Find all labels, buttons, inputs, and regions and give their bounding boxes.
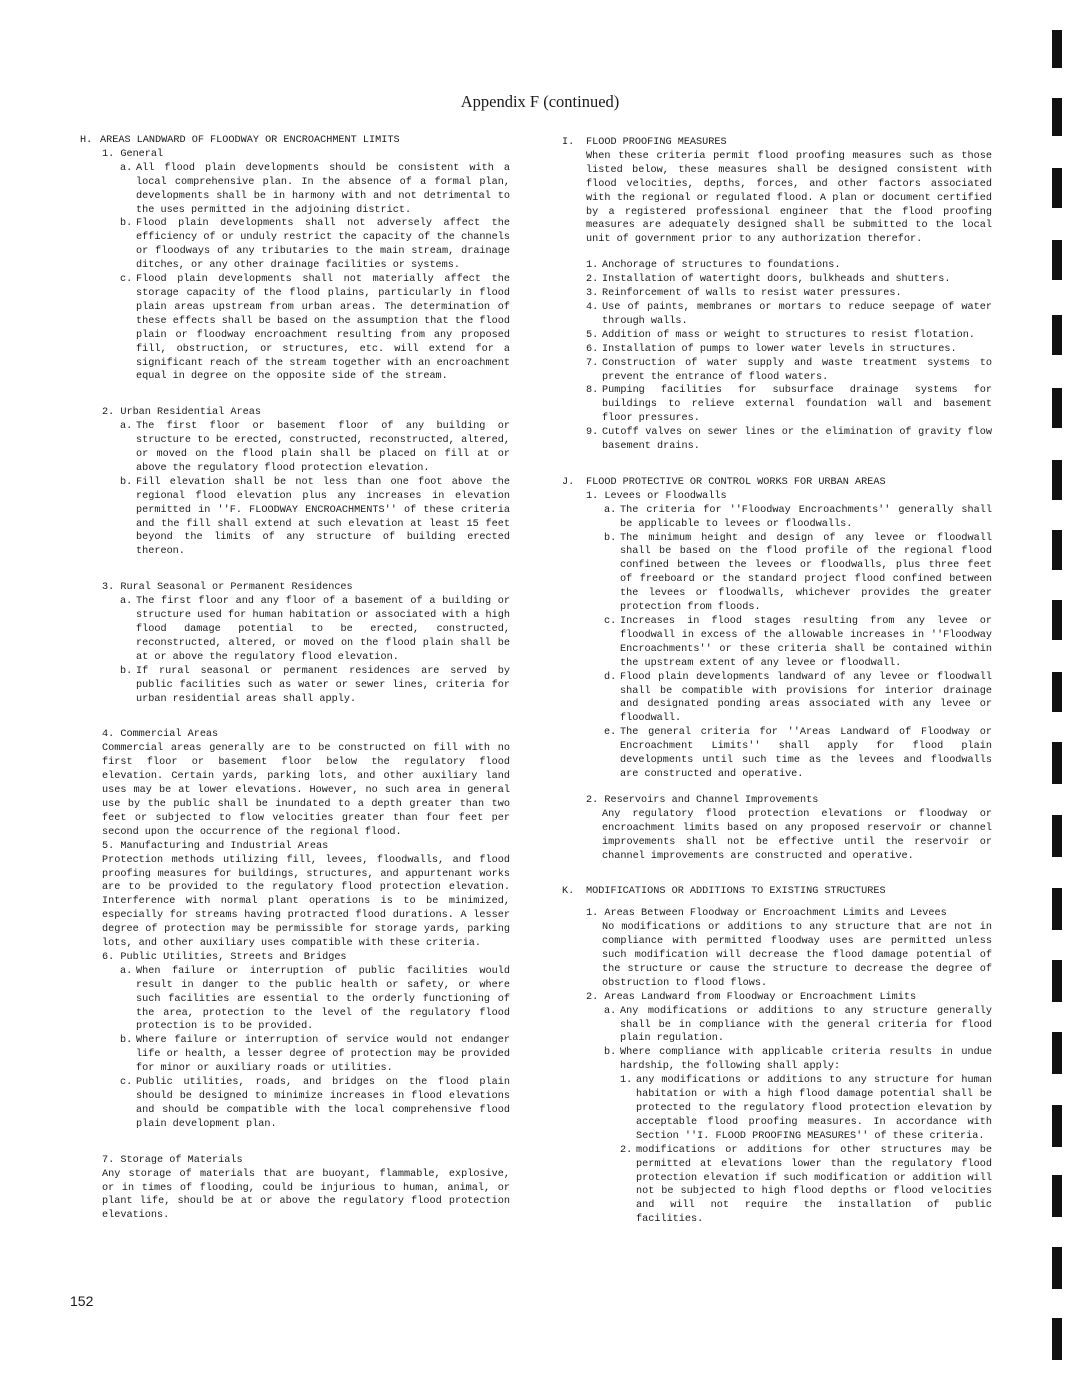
paragraph: Protection methods utilizing fill, levees, floodwalls, and flood proofing measures for buildings, structures, and appurtenant works are to be provided to the regulatory flood protection elevation. Interference with normal plant operations is to be minimized, especially for streams having protracted flood durations. A lesser degree of protection may be permissible for storage yards, parking lots, and other auxiliary uses compatible with these criteria.: [102, 854, 510, 950]
list-item: b. Fill elevation shall be not less than one foot above the regional flood elevation plus any increases in elevation permitted in ''F. FLOODWAY ENCROACHMENTS'' of these criteria and the fill shall extend at such elevation at least 15 feet beyond the limits of any structure of building erected thereon.: [120, 476, 510, 558]
edge-mark: [1052, 1032, 1062, 1074]
section-heading: MODIFICATIONS OR ADDITIONS TO EXISTING STRUCTURES: [586, 886, 886, 898]
edge-mark: [1052, 388, 1062, 428]
flood-proofing-list: [586, 259, 992, 454]
subsection-title: 6. Public Utilities, Streets and Bridges: [102, 951, 347, 963]
item-text: The first floor and any floor of a basement of a building or structure used for human habitation or associated with a high flood damage potential to be erected, constructed, reconstructed, altered, or moved on the flood plain shall be at or above the regulatory flood elevation.: [136, 596, 510, 663]
list-item: a. The first floor or basement floor of any building or structure to be erected, constructed, reconstructed, altered, or moved on the flood plain shall be placed on fill at or above the regulatory flood protection elevation.: [120, 421, 510, 474]
list-item: a. All flood plain developments should be consistent with a local comprehensive plan. In the absence of a formal plan, developments shall be in harmony with and not detrimental to the uses permitted in the adjoining district.: [120, 162, 510, 216]
subsection-title: 1. General: [102, 148, 164, 160]
subsection-title: 1. Levees or Floodwalls: [586, 490, 727, 502]
list-item: 8. Pumping facilities for subsurface drainage systems for buildings to relieve external foundation wall and basement floor pressures.: [586, 385, 992, 425]
item-text: any modifications or additions to any structure for human habitation or with a high flood damage potential shall be protected to the regulatory flood protection elevation by acceptable flood proofing measures. In accordance with Section ''I. FLOOD PROOFING MEASURES'' of these criteria.: [636, 1075, 992, 1142]
list-item: a. When failure or interruption of public facilities would result in danger to the public health or safety, or where such facilities are essential to the orderly functioning of the area, protection to the level of the regulatory flood protection is to be provided.: [120, 965, 510, 1033]
list-item: 1. any modifications or additions to any structure for human habitation or with a high flood damage potential shall be protected to the regulatory flood protection elevation by acceptable flood proofing measures. In accordance with Section ''I. FLOOD PROOFING MEASURES'' of these criteria.: [620, 1075, 992, 1142]
section-i-heading: [562, 136, 992, 150]
edge-mark: [1052, 30, 1062, 68]
item-text: Increases in flood stages resulting from any levee or floodwall in excess of the allowable increases in ''Floodway Encroachments'' or these criteria shall be contained within the upstream extent of any levee or floodwall.: [620, 616, 992, 669]
item-text: The first floor or basement floor of any building or structure to be erected, constructed, reconstructed, altered, or moved on the flood plain shall be placed on fill at or above the regulatory flood protection elevation.: [136, 421, 510, 474]
section-heading: FLOOD PROOFING MEASURES: [586, 137, 727, 148]
list-item: 9. Cutoff valves on sewer lines or the elimination of gravity flow basement drains.: [586, 427, 992, 453]
list-item: 1. Anchorage of structures to foundations.: [586, 259, 992, 273]
edge-mark: [1052, 1175, 1062, 1217]
item-text: Public utilities, roads, and bridges on the flood plain should be designed to minimize increases in flood elevations and should be compatible with the local comprehensive flood plain development plan.: [136, 1077, 510, 1130]
edge-mark: [1052, 672, 1062, 712]
edge-mark: [1052, 600, 1062, 640]
subsection-title: 5. Manufacturing and Industrial Areas: [102, 840, 329, 852]
subsection-general: [80, 148, 510, 384]
section-label: J.: [562, 476, 575, 488]
subsection-title: 1. Areas Between Floodway or Encroachment Limits and Levees: [586, 908, 947, 920]
item-text: The general criteria for ''Areas Landward of Floodway or Encroachment Limits'' shall apply for flood plain developments until such time as the levees and floodwalls are constructed and operative.: [620, 727, 992, 780]
section-k-heading: [562, 885, 992, 899]
page-title: Appendix F (continued): [460, 92, 620, 111]
list-item: 5. Addition of mass or weight to structures to resist flotation.: [586, 329, 992, 343]
list-item: e. The general criteria for ''Areas Landward of Floodway or Encroachment Limits'' shall apply for flood plain developments until such time as the levees and floodwalls are constructed and operative.: [604, 727, 992, 780]
subsection-title: 4. Commercial Areas: [102, 729, 219, 741]
subsection-storage: [80, 1154, 510, 1224]
list-item: 2. Installation of watertight doors, bulkheads and shutters.: [586, 273, 992, 287]
item-text: Flood plain developments landward of any levee or floodwall shall be compatible with provisions for interior drainage and designated ponding areas associated with any levee or floodwall.: [620, 671, 992, 725]
edge-mark: [1052, 960, 1062, 1002]
item-text: Any modifications or additions to any structure generally shall be in compliance with the general criteria for flood plain regulation.: [620, 1005, 992, 1045]
subsection-manufacturing: [80, 840, 510, 951]
list-item: b. Where compliance with applicable criteria results in undue hardship, the following shall apply:: [604, 1047, 992, 1073]
item-text: Addition of mass or weight to structures to resist flotation.: [602, 329, 975, 341]
section-heading: FLOOD PROTECTIVE OR CONTROL WORKS FOR URBAN AREAS: [586, 476, 886, 488]
item-text: modifications or additions for other structures may be permitted at elevations lower than the regulatory flood protection elevation if such modification or addition will not be subjected to high flood depths or flood velocities and will not require the installation of public facilities.: [636, 1144, 992, 1226]
item-text: Flood plain developments shall not adversely affect the efficiency of or unduly restrict the capacity of the channels or floodways of any tributaries to the main stream, drainage ditches, or any other drainage facilities or systems.: [136, 218, 510, 272]
paragraph: Any regulatory flood protection elevations or floodway or encroachment limits based on any proposed reservoir or channel improvements shall not be effective until the reservoir or channel improvements are constructed and operative.: [602, 808, 992, 862]
paragraph: Commercial areas generally are to be constructed on fill with no first floor or basement floor below the regulatory flood elevation. Certain yards, parking lots, and other auxiliary land uses may be at lower elevations. However, no such area in general use by the public shall be inundated to a depth greater than two feet or subjected to flow velocities greater than four feet per second upon the occurrence of the regional flood.: [102, 743, 510, 838]
edge-mark: [1052, 1247, 1062, 1289]
section-label: I.: [562, 137, 575, 148]
right-column: [562, 136, 992, 1227]
section-label: H.: [80, 135, 93, 146]
edge-mark: [1052, 315, 1062, 355]
subsection-title: 2. Reservoirs and Channel Improvements: [586, 794, 819, 806]
edge-mark: [1052, 1318, 1062, 1360]
item-text: Where compliance with applicable criteria results in undue hardship, the following shall apply:: [620, 1047, 992, 1073]
list-item: b. Flood plain developments shall not adversely affect the efficiency of or unduly restrict the capacity of the channels or floodways of any tributaries to the main stream, drainage ditches, or any other drainage facilities or systems.: [120, 218, 510, 272]
subsection-public-utilities: [80, 951, 510, 1132]
section-i-body: [562, 150, 992, 454]
subsection-rural-residences: [80, 581, 510, 706]
list-item: 3. Reinforcement of walls to resist water pressures.: [586, 287, 992, 301]
item-text: The minimum height and design of any levee or floodwall shall be based on the flood profile of the regional flood confined between the levees or floodwalls, plus three feet of freeboard or the standard project flood confined between the levees or floodwalls, whichever provides the greater protection from floods.: [620, 532, 992, 614]
item-text: The criteria for ''Floodway Encroachments'' generally shall be applicable to levees or floodwalls.: [620, 504, 992, 530]
item-text: Fill elevation shall be not less than one foot above the regional flood elevation plus any increases in elevation permitted in ''F. FLOODWAY ENCROACHMENTS'' of these criteria and the fill shall extend at such elevation at least 15 feet beyond the limits of any structure of building erected thereon.: [136, 476, 510, 558]
section-j-body: [562, 490, 992, 864]
section-j-heading: [562, 476, 992, 490]
edge-mark: [1052, 240, 1062, 280]
item-text: Use of paints, membranes or mortars to reduce seepage of water through walls.: [602, 301, 992, 327]
subsection-title: 7. Storage of Materials: [102, 1154, 243, 1166]
item-text: Cutoff valves on sewer lines or the elimination of gravity flow basement drains.: [602, 427, 992, 453]
item-text: Flood plain developments shall not materially affect the storage capacity of the flood plains, particularly in flood plain areas upstream from urban areas. The determination of these effects shall be based on the assumption that the flood plain or floodway encroachment resulting from any proposed fill, obstruction, or structures, etc. will extend for a significant reach of the stream together with an encroachment equal in degree on the opposite side of the stream.: [136, 274, 510, 383]
paragraph: Any storage of materials that are buoyant, flammable, explosive, or in times of flooding, could be injurious to human, animal, or plant life, should be at or above the regulatory flood protection elevations.: [102, 1168, 510, 1222]
list-item: b. The minimum height and design of any levee or floodwall shall be based on the flood profile of the regional flood confined between the levees or floodwalls, plus three feet of freeboard or the standard project flood confined between the levees or floodwalls, whichever provides the greater protection from floods.: [604, 532, 992, 614]
section-k-body: [562, 907, 992, 1227]
paragraph: When these criteria permit flood proofing measures such as those listed below, these measures shall be designed consistent with flood velocities, depths, forces, and other factors associated with the regional or regulated flood. A plan or document certified by a registered professional engineer that the flood proofing measures are adequately designed shall be submitted to the local unit of government prior to any authorization therefor.: [586, 150, 992, 246]
item-text: Anchorage of structures to foundations.: [602, 260, 841, 272]
item-text: Installation of pumps to lower water levels in structures.: [602, 343, 957, 355]
item-text: When failure or interruption of public facilities would result in danger to the public health or safety, or where such facilities are essential to the orderly functioning of the area, protection to the level of the regulatory flood protection is to be provided.: [136, 965, 510, 1033]
subsection-urban-residential: [80, 406, 510, 559]
edge-mark: [1052, 98, 1062, 136]
list-item: c. Increases in flood stages resulting from any levee or floodwall in excess of the allowable increases in ''Floodway Encroachments'' or these criteria shall be contained within the upstream extent of any levee or floodwall.: [604, 616, 992, 669]
item-text: Reinforcement of walls to resist water pressures.: [602, 288, 902, 300]
list-item: c. Public utilities, roads, and bridges on the flood plain should be designed to minimize increases in flood elevations and should be compatible with the local comprehensive flood plain development plan.: [120, 1077, 510, 1130]
item-text: Installation of watertight doors, bulkheads and shutters.: [602, 274, 951, 286]
list-item: 2. modifications or additions for other structures may be permitted at elevations lower than the regulatory flood protection elevation if such modification or addition will not be subjected to high flood depths or flood velocities and will not require the installation of public facilities.: [620, 1144, 992, 1226]
edge-mark: [1052, 168, 1062, 208]
item-text: All flood plain developments should be consistent with a local comprehensive plan. In the absence of a formal plan, developments shall be in harmony with and not detrimental to the uses permitted in the adjoining district.: [136, 162, 510, 216]
item-text: If rural seasonal or permanent residences are served by public facilities such as water or sewer lines, criteria for urban residential areas shall apply.: [136, 665, 510, 705]
subsection-title: 3. Rural Seasonal or Permanent Residences: [102, 582, 353, 594]
section-heading: AREAS LANDWARD OF FLOODWAY OR ENCROACHMENT LIMITS: [100, 135, 400, 146]
edge-mark: [1052, 460, 1062, 500]
list-item: a. The criteria for ''Floodway Encroachments'' generally shall be applicable to levees or floodwalls.: [604, 504, 992, 530]
scan-edge-marks: [1052, 0, 1062, 1380]
list-item: 7. Construction of water supply and waste treatment systems to prevent the entrance of flood waters.: [586, 357, 992, 383]
paragraph: No modifications or additions to any structure that are not in compliance with permitted floodway uses are permitted unless such modification will decrease the flood damage potential of the structure or cause the structure to decrease the degree of obstruction to flood flows.: [602, 922, 992, 989]
item-text: Where failure or interruption of service would not endanger life or health, a lesser degree of protection may be provided for minor or auxiliary roads or utilities.: [136, 1035, 510, 1075]
item-text: Construction of water supply and waste treatment systems to prevent the entrance of flood waters.: [602, 357, 992, 383]
edge-mark: [1052, 815, 1062, 857]
list-item: a. Any modifications or additions to any structure generally shall be in compliance with the general criteria for flood plain regulation.: [604, 1005, 992, 1045]
left-column: [80, 134, 510, 1223]
subsection-title: 2. Urban Residential Areas: [102, 407, 261, 419]
list-item: 4. Use of paints, membranes or mortars to reduce seepage of water through walls.: [586, 301, 992, 327]
list-item: c. Flood plain developments shall not materially affect the storage capacity of the flood plains, particularly in flood plain areas upstream from urban areas. The determination of these effects shall be based on the assumption that the flood plain or floodway encroachment resulting from any proposed fill, obstruction, or structures, etc. will extend for a significant reach of the stream together with an encroachment equal in degree on the opposite side of the stream.: [120, 274, 510, 383]
list-item: a. The first floor and any floor of a basement of a building or structure used for human habitation or associated with a high flood damage potential to be erected, constructed, reconstructed, altered, or moved on the flood plain shall be at or above the regulatory flood elevation.: [120, 596, 510, 663]
edge-mark: [1052, 530, 1062, 570]
list-item: b. If rural seasonal or permanent residences are served by public facilities such as water or sewer lines, criteria for urban residential areas shall apply.: [120, 665, 510, 705]
page-number: 152: [70, 1293, 94, 1309]
subsection-commercial: [80, 728, 510, 839]
list-item: 6. Installation of pumps to lower water levels in structures.: [586, 343, 992, 357]
subsection-title: 2. Areas Landward from Floodway or Encroachment Limits: [586, 991, 917, 1003]
list-item: d. Flood plain developments landward of any levee or floodwall shall be compatible with provisions for interior drainage and designated ponding areas associated with any levee or floodwall.: [604, 671, 992, 725]
list-item: b. Where failure or interruption of service would not endanger life or health, a lesser degree of protection may be provided for minor or auxiliary roads or utilities.: [120, 1035, 510, 1075]
edge-mark: [1052, 1105, 1062, 1147]
edge-mark: [1052, 742, 1062, 784]
item-text: Pumping facilities for subsurface drainage systems for buildings to relieve external foundation wall and basement floor pressures.: [602, 385, 992, 425]
section-h-heading: [80, 134, 510, 148]
edge-mark: [1052, 888, 1062, 930]
section-label: K.: [562, 886, 575, 898]
